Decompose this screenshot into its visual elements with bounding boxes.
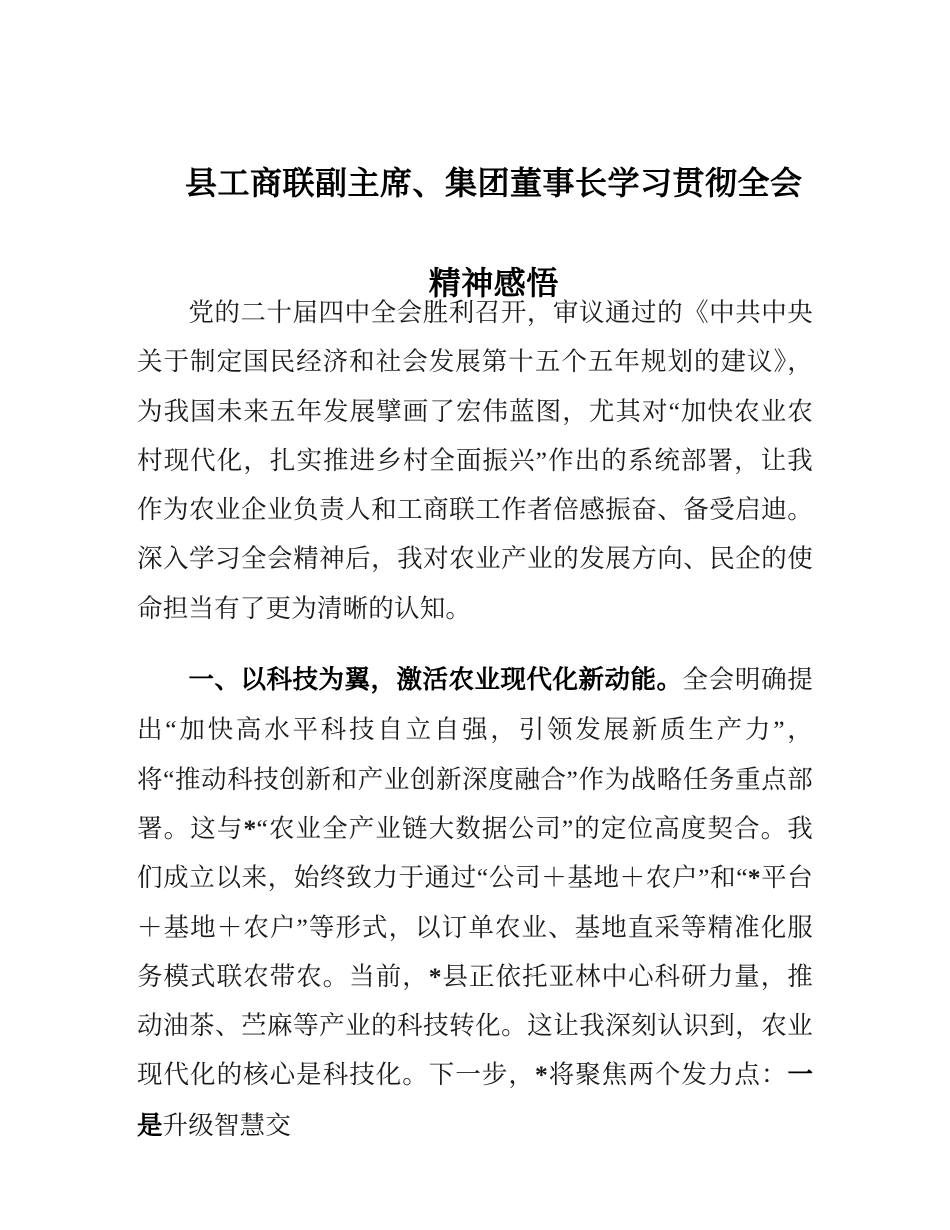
paragraph-section-one	[137, 655, 813, 1151]
paragraph-lead	[137, 288, 813, 633]
redaction-mark: *	[428, 961, 442, 991]
document-body	[137, 288, 813, 1151]
redaction-mark: *	[747, 863, 761, 893]
page-title-line-2: 精神感悟	[428, 265, 559, 301]
section-one-body-2: “农业全产业链大数据公司”的定位高度契合。我们成立以来，始终致力于通过“公司＋基地＋农户”和“	[137, 813, 813, 893]
section-one-body-1: 全会明确提出“加快高水平科技自立自强，引领发展新质生产力”，将“推动科技创新和产业创新深度融合”作为战略任务重点部署。这与	[137, 665, 813, 843]
section-one-body-5: 将聚焦两个发力点：	[547, 1060, 788, 1090]
section-one-body-6: 升级智慧交	[162, 1110, 292, 1140]
section-one-body-3: 平台＋基地＋农户”等形式，以订单农业、基地直采等精准化服务模式联农带农。当前，	[137, 863, 813, 991]
redaction-mark: *	[243, 813, 257, 843]
section-one-emphasis-first-point: 一是	[137, 1061, 813, 1140]
section-one-body-4: 县正依托亚林中心科研力量，推动油茶、苎麻等产业的科技转化。这让我深刻认识到，农业现代化的核心是科技化。下一步，	[137, 961, 813, 1090]
paragraph-lead-text: 党的二十届四中全会胜利召开，审议通过的《中共中央关于制定国民经济和社会发展第十五个五年规划的建议》，为我国未来五年发展擘画了宏伟蓝图，尤其对“加快农业农村现代化，扎实推进乡村全面振兴”作出的系统部署，让我作为农业企业负责人和工商联工作者倍感振奋、备受启迪。深入学习全会精神后，我对农业产业的发展方向、民企的使命担当有了更为清晰的认知。	[137, 298, 813, 623]
redaction-mark: *	[534, 1060, 548, 1090]
page-title-line-1: 县工商联副主席、集团董事长学习贯彻全会	[185, 165, 803, 201]
section-heading-one: 一、以科技为翼，激活农业现代化新动能。	[188, 666, 683, 695]
